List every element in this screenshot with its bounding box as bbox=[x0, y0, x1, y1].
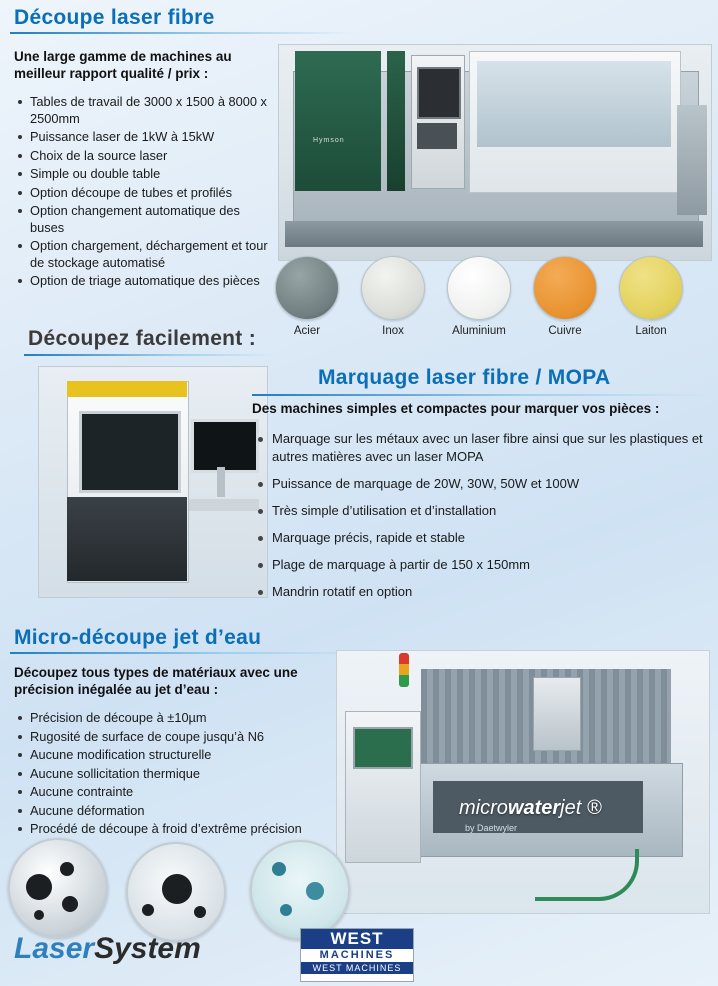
list-item: Très simple d’utilisation et d’installation bbox=[252, 502, 708, 520]
waterjet-bullet-list bbox=[14, 710, 364, 840]
sample-hole bbox=[60, 862, 74, 876]
partner-logo-line1: WEST bbox=[301, 929, 413, 949]
divider-laser bbox=[10, 32, 355, 34]
list-item: Marquage précis, rapide et stable bbox=[252, 529, 708, 547]
machine-window bbox=[477, 61, 671, 147]
sample-hole bbox=[194, 906, 206, 918]
material-label: Aluminium bbox=[452, 325, 506, 337]
material-swatch bbox=[533, 256, 597, 320]
status-lamp-icon bbox=[399, 653, 409, 687]
list-item: Mandrin rotatif en option bbox=[252, 583, 708, 601]
partner-logo-line2: MACHINES bbox=[319, 949, 395, 961]
marking-cabinet-top bbox=[67, 381, 187, 397]
section-title-laser-cutting: Découpe laser fibre bbox=[14, 6, 215, 29]
sample-feature bbox=[280, 904, 292, 916]
waterjet-brand-part2: water bbox=[507, 797, 561, 819]
footer-brand-part1: Laser bbox=[14, 932, 95, 965]
machine-exchange-table bbox=[677, 105, 707, 215]
material-acier bbox=[274, 256, 340, 337]
list-item: Option chargement, déchargement et tour de stockage automatisé bbox=[14, 238, 276, 271]
waterjet-hose bbox=[535, 849, 639, 901]
waterjet-brand-sub: by Daetwyler bbox=[465, 823, 518, 833]
material-label: Cuivre bbox=[548, 325, 582, 337]
marking-bullet-list bbox=[252, 430, 708, 610]
material-swatch bbox=[447, 256, 511, 320]
sample-hole bbox=[62, 896, 78, 912]
list-item: Tables de travail de 3000 x 1500 à 8000 x 2500mm bbox=[14, 94, 276, 127]
sample-hole bbox=[162, 874, 192, 904]
list-item: Option de triage automatique des pièces bbox=[14, 273, 276, 290]
marking-lower-body bbox=[67, 497, 187, 581]
list-item: Plage de marquage à partir de 150 x 150mm bbox=[252, 556, 708, 574]
list-item: Aucune contrainte bbox=[14, 784, 364, 801]
list-item: Précision de découpe à ±10µm bbox=[14, 710, 364, 727]
sample-feature bbox=[272, 862, 286, 876]
laser-lead-text: Une large gamme de machines au meilleur rapport qualité / prix : bbox=[14, 49, 232, 81]
sample-disc-1 bbox=[8, 838, 108, 938]
divider-waterjet bbox=[10, 652, 368, 654]
list-item: Aucune modification structurelle bbox=[14, 747, 364, 764]
list-item: Rugosité de surface de coupe jusqu’à N6 bbox=[14, 729, 364, 746]
marking-machine-photo bbox=[38, 366, 268, 598]
marking-window bbox=[79, 411, 181, 493]
waterjet-brand-part3: jet ® bbox=[560, 797, 602, 819]
list-item: Choix de la source laser bbox=[14, 148, 276, 165]
machine-green-panel-2 bbox=[387, 51, 405, 191]
laser-bullet-list bbox=[14, 94, 276, 292]
material-cuivre bbox=[532, 256, 598, 337]
machine-screen bbox=[417, 67, 461, 119]
machine-screen-lower bbox=[417, 123, 457, 149]
material-inox bbox=[360, 256, 426, 337]
material-label: Acier bbox=[293, 325, 321, 337]
list-item: Puissance laser de 1kW à 15kW bbox=[14, 129, 276, 146]
section-title-waterjet: Micro-découpe jet d’eau bbox=[14, 626, 262, 649]
sample-hole bbox=[34, 910, 44, 920]
divider-marking bbox=[252, 394, 708, 396]
material-label: Laiton bbox=[635, 325, 667, 337]
sample-hole bbox=[26, 874, 52, 900]
machine-logo: Hymson bbox=[313, 137, 345, 144]
marking-lead-text: Des machines simples et compactes pour marquer vos pièces : bbox=[252, 401, 660, 416]
material-label: Inox bbox=[382, 325, 404, 337]
machine-base bbox=[285, 221, 703, 247]
waterjet-brand bbox=[459, 797, 602, 820]
material-swatch bbox=[275, 256, 339, 320]
footer-brand-part2: System bbox=[94, 932, 201, 965]
sample-feature bbox=[306, 882, 324, 900]
waterjet-machine-photo bbox=[336, 650, 710, 914]
marking-monitor-stand bbox=[217, 467, 225, 497]
waterjet-screen bbox=[353, 727, 413, 769]
section-title-marking: Marquage laser fibre / MOPA bbox=[318, 366, 611, 389]
list-item: Option découpe de tubes et profilés bbox=[14, 185, 276, 202]
material-swatch bbox=[619, 256, 683, 320]
machine-green-panel bbox=[295, 51, 381, 191]
list-item: Aucune sollicitation thermique bbox=[14, 766, 364, 783]
sample-hole bbox=[142, 904, 154, 916]
divider-materials bbox=[24, 354, 274, 356]
section-title-materials: Découpez facilement : bbox=[28, 327, 257, 350]
partner-logo-west-machines bbox=[300, 928, 414, 982]
laser-cutting-machine-photo bbox=[278, 44, 712, 261]
sample-disc-3 bbox=[250, 840, 350, 940]
material-aluminium bbox=[446, 256, 512, 337]
marking-keyboard bbox=[189, 499, 259, 511]
list-item: Option changement automatique des buses bbox=[14, 203, 276, 236]
list-item: Marquage sur les métaux avec un laser fibre ainsi que sur les plastiques et autres matières avec un laser MOPA bbox=[252, 430, 708, 466]
list-item: Simple ou double table bbox=[14, 166, 276, 183]
material-laiton bbox=[618, 256, 684, 337]
partner-logo-line3: WEST MACHINES bbox=[301, 962, 413, 974]
waterjet-cutting-head bbox=[533, 677, 581, 751]
sample-disc-2 bbox=[126, 842, 226, 942]
waterjet-brand-part1: micro bbox=[459, 797, 508, 819]
list-item: Aucune déformation bbox=[14, 803, 364, 820]
marking-monitor bbox=[191, 419, 259, 473]
footer-brand bbox=[14, 932, 201, 966]
material-swatch bbox=[361, 256, 425, 320]
list-item: Puissance de marquage de 20W, 30W, 50W et 100W bbox=[252, 475, 708, 493]
list-item: Procédé de découpe à froid d’extrême précision bbox=[14, 821, 364, 838]
waterjet-lead-text: Découpez tous types de matériaux avec une précision inégalée au jet d’eau : bbox=[14, 665, 298, 697]
